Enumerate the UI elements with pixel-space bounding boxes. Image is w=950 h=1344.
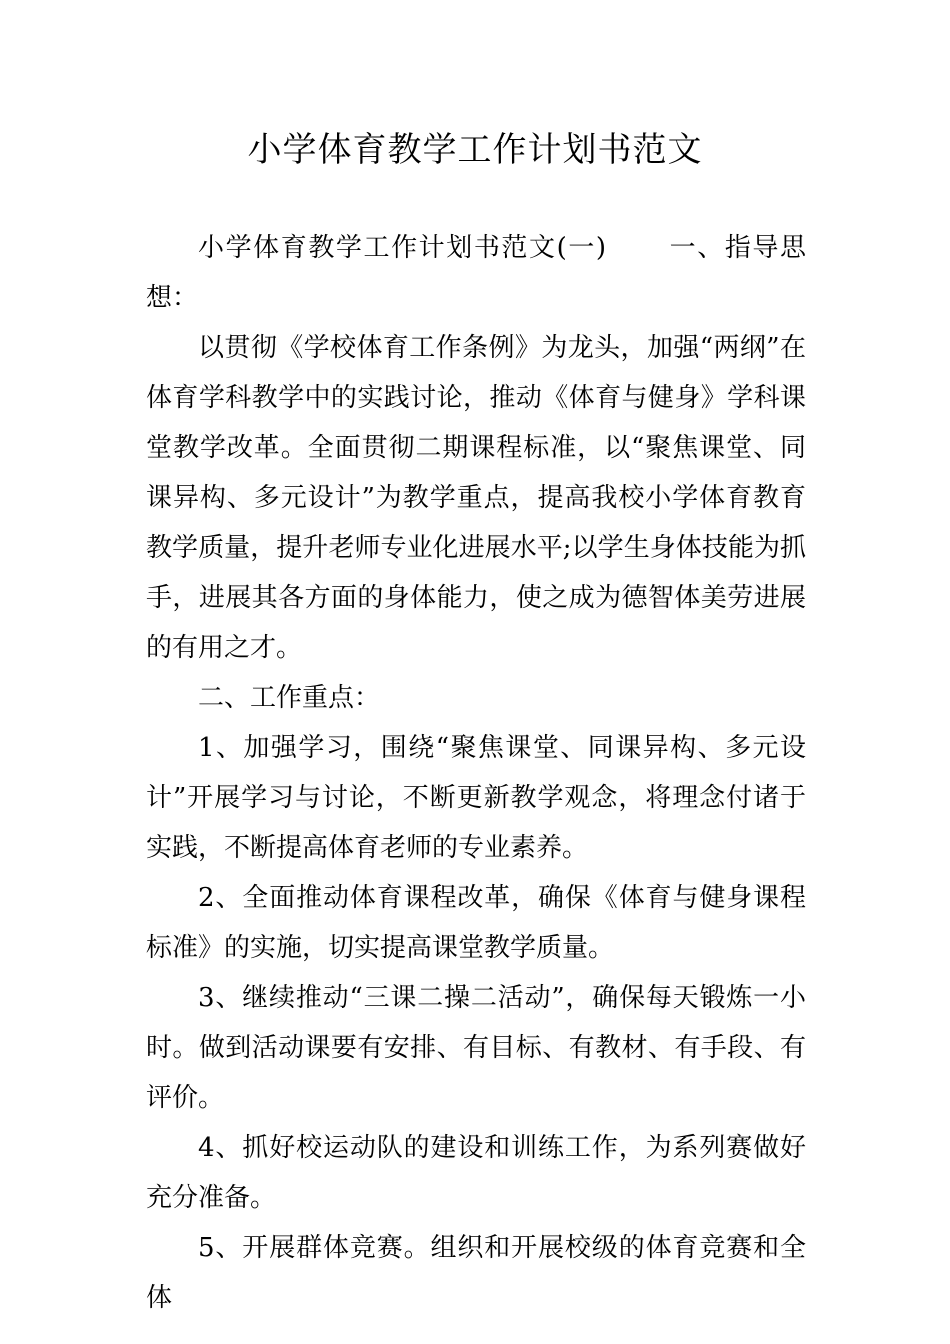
intro-line	[146, 223, 806, 323]
paragraph-item-3: 3、继续推动“三课二操二活动”，确保每天锻炼一小时。做到活动课要有安排、有目标、有教材、有手段、有评价。	[146, 983, 806, 1113]
document-title: 小学体育教学工作计划书范文	[247, 130, 703, 170]
paragraph-item-4: 4、抓好校运动队的建设和训练工作，为系列赛做好充分准备。	[146, 1133, 806, 1213]
section-heading-guiding-thought: 一、指导思想：	[146, 233, 806, 313]
paragraph-item-2: 2、全面推动体育课程改革，确保《体育与健身课程标准》的实施，切实提高课堂教学质量。	[146, 883, 806, 963]
intro-subtitle: 小学体育教学工作计划书范文(一)	[198, 233, 607, 263]
paragraph-guiding-thought: 以贯彻《学校体育工作条例》为龙头，加强“两纲”在体育学科教学中的实践讨论，推动《体育与健身》学科课堂教学改革。全面贯彻二期课程标准，以“聚焦课堂、同课异构、多元设计”为教学重点，提高我校小学体育教育教学质量，提升老师专业化进展水平;以学生身体技能为抓手，进展其各方面的身体能力，使之成为德智体美劳进展的有用之才。	[146, 333, 806, 663]
document-body	[146, 223, 806, 1323]
paragraph-item-5: 5、开展群体竞赛。组织和开展校级的体育竞赛和全体	[146, 1233, 806, 1313]
section-heading-work-focus: 二、工作重点：	[198, 683, 381, 713]
paragraph-item-1: 1、加强学习，围绕“聚焦课堂、同课异构、多元设计”开展学习与讨论，不断更新教学观念，将理念付诸于实践，不断提高体育老师的专业素养。	[146, 733, 806, 863]
